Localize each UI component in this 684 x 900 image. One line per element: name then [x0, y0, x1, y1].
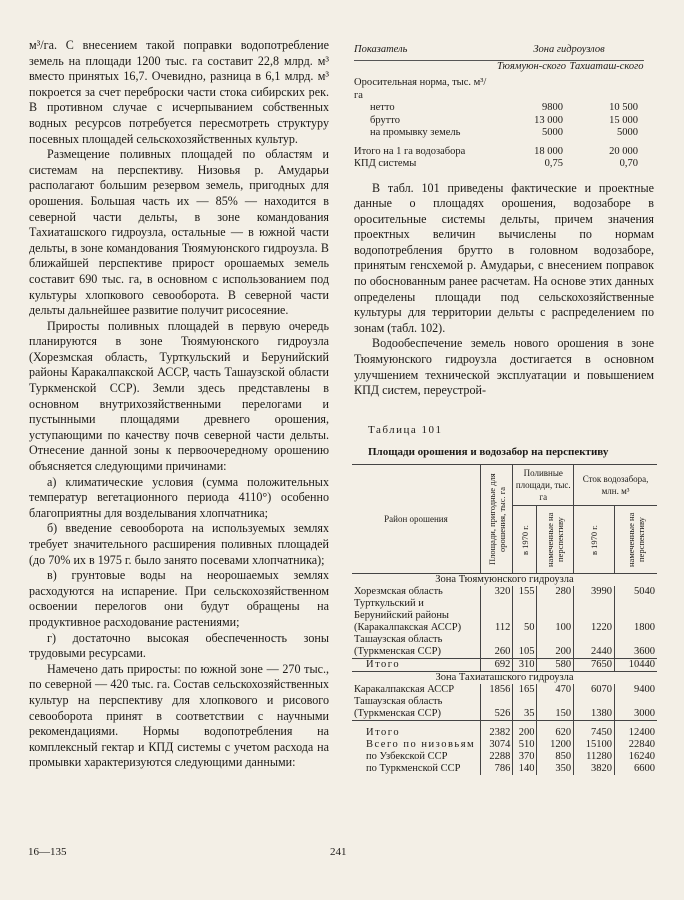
- left-column-text: [29, 38, 329, 771]
- paragraph: В табл. 101 приведены фактические и проектные данные о площадях орошения, водозаборе в оросительные системы дельты, причем значения проектных величин вычислены по нормам водопотребления брутто в головном водозаборе, принятым генсхемой р. Амударьи, с внесением поправок по обоснованным ранее расчетам. На основе этих данных определены площади под сельскохозяйственные культуры для территории дельты с распределением по зонам (табл. 102).: [354, 180, 654, 335]
- printer-signature: 16—135: [28, 846, 67, 858]
- water-norms-table: [354, 44, 644, 171]
- zone-heading: Зона Тюямуюнского гидроузла: [435, 574, 574, 585]
- right-column-text: [354, 181, 654, 399]
- table-row-total: по Узбекской ССР 2288 370 850 11280 16240: [366, 751, 655, 762]
- page-number: 241: [330, 846, 347, 858]
- paragraph: м³/га. С внесением такой поправки водопотребление земель на площади 1200 тыс. га составит 22,8 млрд. м³ вместо принятых 16,7. Очевидно, разница в 6,1 млрд. м³ покроется за счет переброски части стока сибирских рек. В противном случае с исчерпыванием собственных водных ресурсов потребуется пересмотреть структуру посевных площадей сельскохозяйственных культур.: [29, 38, 329, 146]
- table-row: Итого на 1 га водозабора 18 000 20 000: [354, 145, 638, 157]
- paragraph: Водообеспечение земель нового орошения в зоне Тюямуюнского гидроузла достигается в основном улучшением технической эксплуатации и повышением КПД систем, переустрой-: [354, 336, 654, 398]
- paragraph: в) грунтовые воды на неорошаемых землях расходуются на испарение. При сельскохозяйственном освоении перелогов они будут обращены на продуктивное расходование растениями;: [29, 568, 329, 629]
- table-row: КПД системы 0,75 0,70: [354, 158, 638, 169]
- table-row: Ташаузская область (Туркменская ССР) 260 105 200 2440 3600: [354, 634, 655, 657]
- header-zone-a: Тюямуюн-ского: [497, 60, 566, 72]
- table-row: Каракалпакская АССР 1856 165 470 6070 9400: [354, 684, 655, 695]
- header-indicator: Показатель: [354, 44, 408, 55]
- irrigation-table: Район орошения Площади, пригодные для орошения, тыс. га Поливные площади, тыс. га Сток водозабора, млн. м³ в 1970 г. намеченные на перспективу в 1970 г. намеченные на перспективу Зона Тюямуюнского гидроузла Хорезмская область 320 155 280 3990 5040 Турткульский и Берунийский районы (Каракалпакская АССР) 112 50 100 1220 1800 Ташаузская область (Туркменская ССР) 260 105 200 2440 3600 Итого 692 310 580 7650 10440 Зона Тахиаташского гидроузла Каракалпакская АССР 1856 165 470 6070 9400 Ташаузская область (Туркменская ССР) 526 35 150 1380 3000 Итого 2382 200 620 7450 12400 Всего по низовьям 3074 510 1200 15100 22840 по Узбекской ССР 2288 370 850 11280 16240 по Туркменской ССР 786 140 350 3820 6600: [352, 464, 657, 775]
- header-irrigated: Поливные площади, тыс. га: [513, 465, 574, 506]
- table-title: Площади орошения и водозабор на перспективу: [368, 446, 609, 458]
- right-column: [354, 44, 654, 399]
- table-row-total: Итого 2382 200 620 7450 12400: [352, 721, 657, 740]
- table-row: нетто 9800 10 500: [370, 102, 638, 113]
- table-row-total: Всего по низовьям 3074 510 1200 15100 22840: [366, 739, 655, 750]
- paragraph: Приросты поливных площадей в первую очередь планируются в зоне Тюямуюнского гидроузла (Хорезмская область, Турткульский и Берунийский районы Каракалпакской АССР, часть Ташаузской области Туркменской ССР). Земли здесь представлены в основном внутрихозяйственными перелогами и пустынными площадями древнего орошения, уступающими по качеству почв северной части дельты. Отнесение данной зоны к первоочередному орошению объясняется следующими причинами:: [29, 318, 329, 474]
- table-row: Оросительная норма, тыс. м³/га: [354, 77, 487, 101]
- table-row: на промывку земель 5000 5000: [370, 127, 638, 138]
- table-row-total: Итого 692 310 580 7650 10440: [352, 659, 657, 672]
- paragraph: г) достаточно высокая обеспеченность зоны трудовыми ресурсами.: [29, 630, 329, 661]
- paragraph: а) климатические условия (сумма положительных температур вегетационного периода 4110°) особенно благоприятны для возделывания хлопчатника;: [29, 474, 329, 520]
- table-label: Таблица 101: [368, 424, 443, 436]
- zone-heading: Зона Тахиаташского гидроузла: [435, 672, 574, 683]
- table-row-total: по Туркменской ССР 786 140 350 3820 6600: [366, 763, 655, 774]
- table-row: Ташаузская область (Туркменская ССР) 526 35 150 1380 3000: [354, 696, 655, 719]
- table-row: Турткульский и Берунийский районы (Каракалпакская АССР) 112 50 100 1220 1800: [354, 598, 655, 633]
- header-area-suitable: Площади, пригодные для орошения, тыс. га: [486, 473, 507, 565]
- header-zone-b: Тахиаташ-ского: [569, 60, 644, 72]
- header-flow: Сток водозабора, млн. м³: [574, 465, 657, 506]
- header-region: Район орошения: [352, 465, 480, 574]
- paragraph: Размещение поливных площадей по областям и системам на перспективу. Низовья р. Амударьи располагают большим резервом земель, пригодных для орошения. Большая часть их — 85% — находится в северной части дельты, в зоне командования Тахиаташского гидроузла, остальные — в южной части дельты, в зоне командования Тюямуюнского гидроузла. В ближайшей перспективе прирост орошаемых земель составит 690 тыс. га, в основном с использованием под культуры хлопкового севооборота. В северной части дельты дальнейшее развитие получит рисосеяние.: [29, 147, 329, 318]
- paragraph: Намечено дать приросты: по южной зоне — 270 тыс., по северной — 420 тыс. га. Состав сельскохозяйственных культур на перспективу для хлопкового и рисового севооборота принят в соответствии с научными рекомендациями. Нормы водопотребления на комплексный гектар и КПД системы с учетом расхода на промывки характеризуются следующими данными:: [29, 661, 329, 770]
- paragraph: б) введение севооборота на используемых землях требует значительного расширения поливных площадей (до 70% их в 1975 г. было занято посевами хлопчатника);: [29, 521, 329, 567]
- table-row: брутто 13 000 15 000: [370, 114, 638, 126]
- table-row: Хорезмская область 320 155 280 3990 5040: [354, 586, 655, 597]
- header-zone: Зона гидроузлов: [533, 44, 605, 55]
